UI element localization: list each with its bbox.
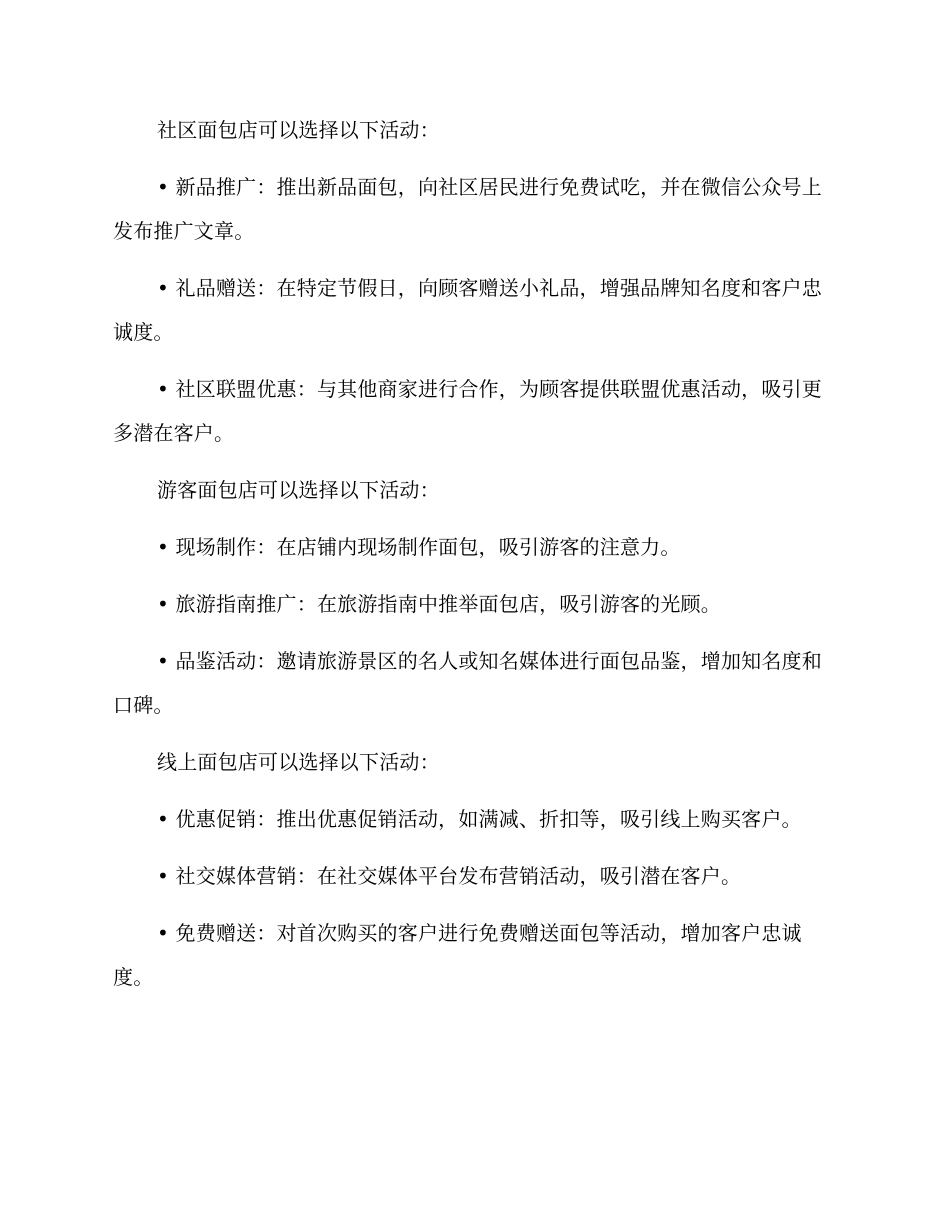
- list-item: • 社交媒体营销：在社交媒体平台发布营销活动，吸引潜在客户。: [157, 864, 742, 888]
- document-body: [113, 108, 823, 999]
- section-heading-online: 线上面包店可以选择以下活动：: [157, 750, 440, 774]
- list-item: • 社区联盟优惠：与其他商家进行合作，为顾客提供联盟优惠活动，吸引更多潜在客户。: [113, 377, 822, 445]
- list-item: • 旅游指南推广：在旅游指南中推举面包店，吸引游客的光顾。: [157, 592, 721, 616]
- section-heading-tourist: 游客面包店可以选择以下活动：: [157, 478, 440, 502]
- list-item: • 优惠促销：推出优惠促销活动，如满减、折扣等，吸引线上购买客户。: [157, 807, 802, 831]
- list-item: • 品鉴活动：邀请旅游景区的名人或知名媒体进行面包品鉴，增加知名度和口碑。: [113, 649, 822, 717]
- list-item: • 礼品赠送：在特定节假日，向顾客赠送小礼品，增强品牌知名度和客户忠诚度。: [113, 276, 822, 344]
- list-item: • 新品推广：推出新品面包，向社区居民进行免费试吃，并在微信公众号上发布推广文章。: [113, 175, 822, 243]
- list-item: • 现场制作：在店铺内现场制作面包，吸引游客的注意力。: [157, 535, 681, 559]
- list-item: • 免费赠送：对首次购买的客户进行免费赠送面包等活动，增加客户忠诚度。: [113, 921, 802, 989]
- section-heading-community: 社区面包店可以选择以下活动：: [157, 118, 440, 142]
